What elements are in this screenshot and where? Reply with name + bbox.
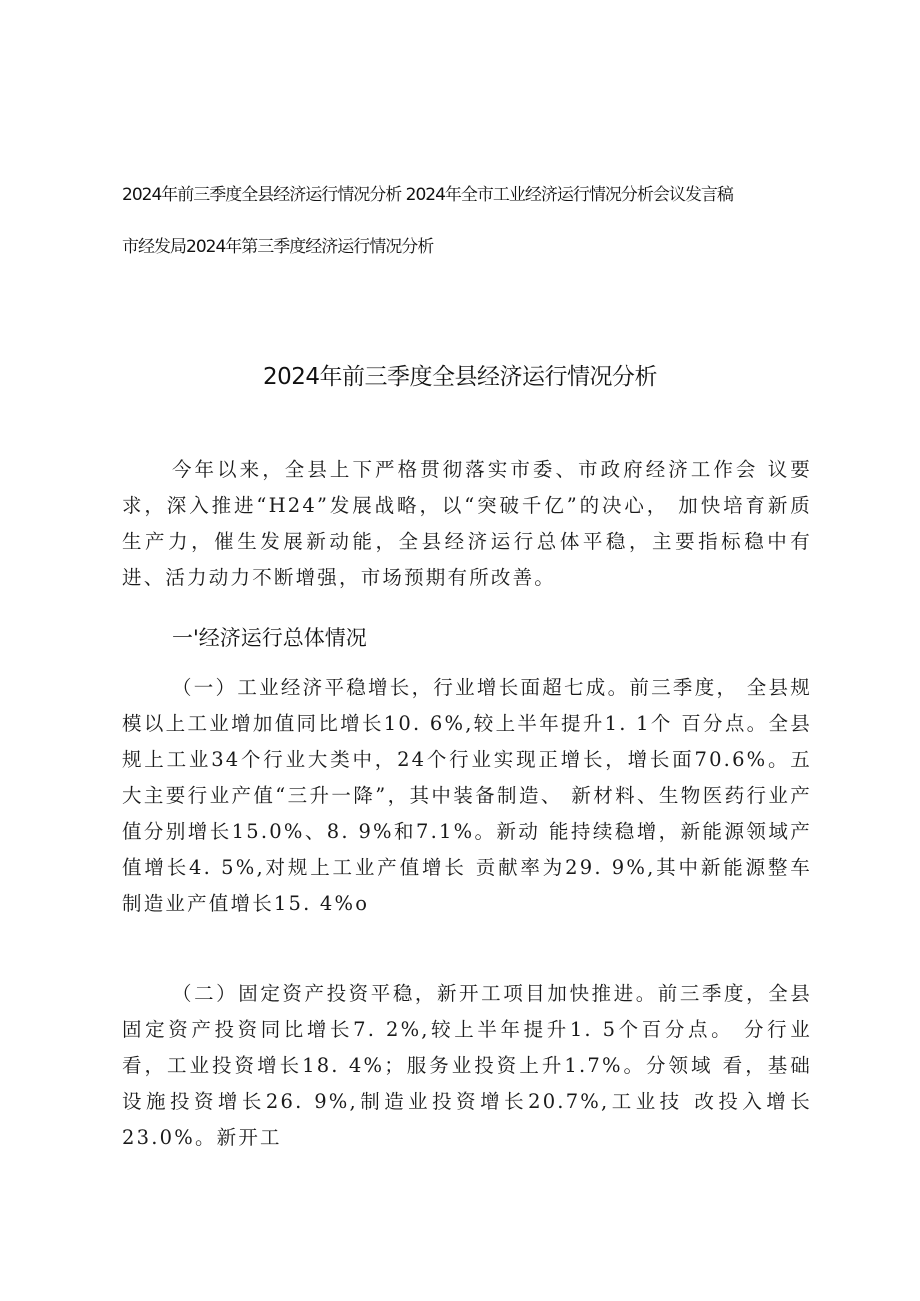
toc-line-1: 2024年前三季度全县经济运行情况分析 2024年全市工业经济运行情况分析会议发言稿: [122, 185, 733, 205]
paragraph-intro: 今年以来，全县上下严格贯彻落实市委、市政府经济工作会 议要求，深入推进“H24”发展战略，以“突破千亿”的决心， 加快培育新质生产力，催生发展新动能，全县经济运行总体平稳，主要指标稳中有进、活力动力不断增强，市场预期有所改善。: [122, 458, 812, 589]
section-heading: 一'经济运行总体情况: [172, 626, 367, 650]
toc-line-2: 市经发局2024年第三季度经济运行情况分析: [122, 237, 434, 257]
document-title: 2024年前三季度全县经济运行情况分析: [262, 364, 658, 390]
paragraph-industry: （一）工业经济平稳增长，行业增长面超七成。前三季度， 全县规模以上工业增加值同比增长10. 6%,较上半年提升1. 1个 百分点。全县规上工业34个行业大类中，24个行业实现正增长，增长面70.6%。五大主要行业产值“三升一降”，其中装备制造、 新材料、生物医药行业产值分别增长15.0%、8. 9%和7.1%。新动 能持续稳增，新能源领域产值增长4. 5%,对规上工业产值增长 贡献率为29. 9%,其中新能源整车制造业产值增长15. 4%o: [122, 676, 812, 915]
paragraph-investment: （二）固定资产投资平稳，新开工项目加快推进。前三季度，全县固定资产投资同比增长7. 2%,较上半年提升1. 5个百分点。 分行业看，工业投资增长18. 4%；服务业投资上升1.7%。分领域 看，基础设施投资增长26. 9%,制造业投资增长20.7%,工业技 改投入增长23.0%。新开工: [122, 982, 812, 1149]
